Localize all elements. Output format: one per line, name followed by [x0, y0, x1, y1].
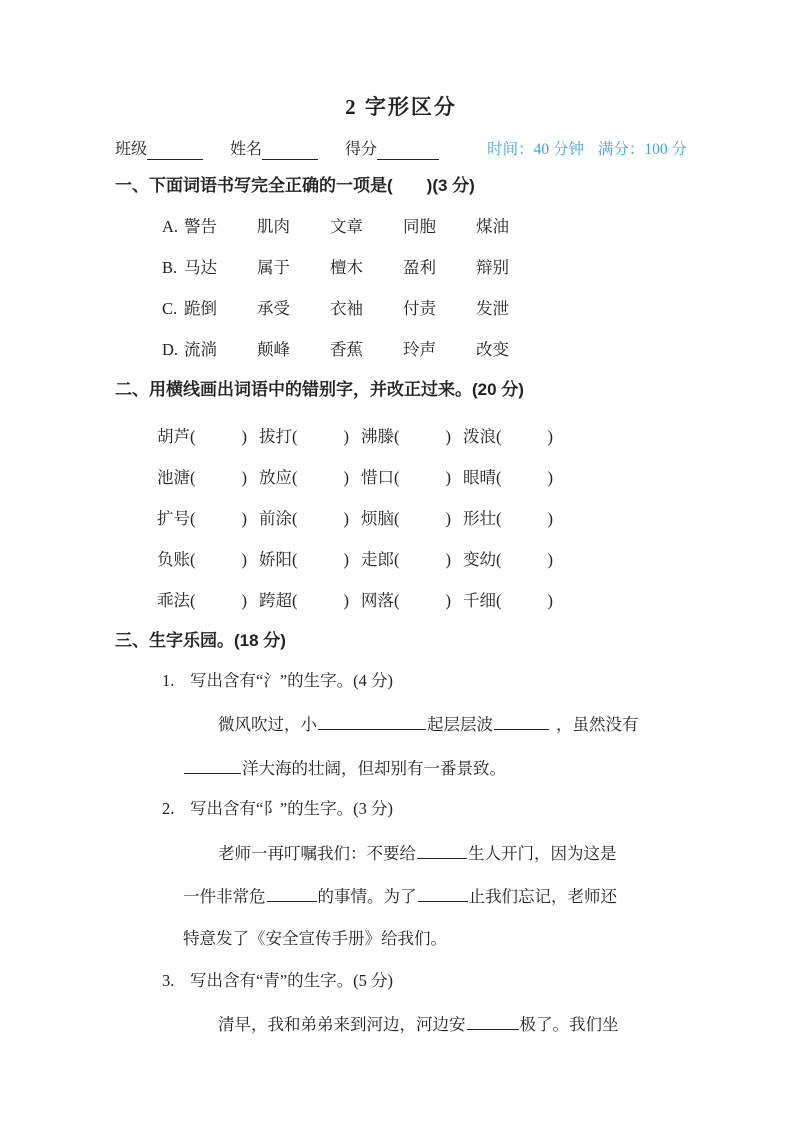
fill-in-blank [418, 885, 468, 902]
paren-open: ( [394, 427, 400, 446]
misspelled-word-cell [157, 468, 247, 488]
subquestion-number: 2. [162, 799, 175, 818]
subquestion-prompt: 写出含有“青”的生字。(5 分) [190, 971, 394, 990]
paren-open: ( [190, 591, 196, 610]
paren-open: ( [496, 468, 502, 487]
time-info: 时间：40 分钟 [487, 141, 584, 158]
misspelled-word: 惜口 [361, 468, 394, 487]
sentence-line [183, 757, 687, 779]
option-word: 文章 [330, 217, 363, 236]
paren-close: ) [343, 550, 349, 569]
correction-row [157, 427, 687, 447]
section3-heading: 三、生字乐园。(18 分) [115, 631, 286, 650]
paren-open: ( [292, 509, 298, 528]
misspelled-word-cell [361, 427, 451, 447]
subquestion-number: 1. [162, 671, 175, 690]
paren-open: ( [292, 427, 298, 446]
option-word: 香蕉 [330, 340, 363, 359]
fill-in-blank [267, 885, 317, 902]
fill-in-blank [184, 757, 241, 774]
class-label: 班级 [115, 141, 148, 158]
subquestion-number: 3. [162, 971, 175, 990]
paren-close: ) [343, 468, 349, 487]
option-label: C. [162, 299, 178, 318]
misspelled-word-cell [361, 509, 451, 529]
misspelled-word: 乖法 [157, 591, 190, 610]
misspelled-word-cell [259, 427, 349, 447]
fill-in-blank [318, 713, 426, 730]
option-row-d [162, 340, 687, 360]
option-word: 辩别 [476, 258, 509, 277]
subquestion-prompt: 写出含有“阝”的生字。(3 分) [190, 799, 394, 818]
misspelled-word-cell [157, 550, 247, 570]
option-word: 属于 [257, 258, 290, 277]
correction-row [157, 468, 687, 488]
misspelled-word-cell [259, 591, 349, 611]
option-word: 颠峰 [257, 340, 290, 359]
misspelled-word-cell [259, 509, 349, 529]
sentence-text: ，虽然没有 [556, 715, 639, 734]
paren-close: ) [343, 509, 349, 528]
sentence-text: 的事情。为了 [317, 887, 417, 906]
sentence-line [183, 929, 687, 949]
misspelled-word: 拔打 [259, 427, 292, 446]
subquestion-3 [162, 971, 687, 991]
sentence-line [183, 713, 687, 735]
sentence-text: 洋大海的壮阔，但却别有一番景致。 [242, 759, 506, 778]
paren-close: ) [241, 468, 247, 487]
paren-open: ( [292, 468, 298, 487]
misspelled-word-cell [259, 468, 349, 488]
option-word: 同胞 [403, 217, 436, 236]
student-info-header [115, 140, 687, 160]
misspelled-word: 娇阳 [259, 550, 292, 569]
fill-in-blank [417, 842, 467, 859]
paren-close: ) [241, 591, 247, 610]
page-title: 2 字形区分 [345, 95, 457, 119]
option-word: 警告 [184, 217, 217, 236]
paren-open: ( [496, 550, 502, 569]
score-blank [377, 143, 439, 160]
option-label: D. [162, 340, 179, 359]
misspelled-word-cell [361, 550, 451, 570]
paren-close: ) [547, 509, 553, 528]
option-word: 檀木 [330, 258, 363, 277]
option-word: 盈利 [403, 258, 436, 277]
option-word: 肌肉 [257, 217, 290, 236]
subquestion-prompt: 写出含有“氵”的生字。(4 分) [190, 671, 394, 690]
paren-open: ( [190, 468, 196, 487]
sentence-text: 老师一再叮嘱我们：不要给 [218, 844, 416, 863]
paren-close: ) [547, 468, 553, 487]
misspelled-word-cell [157, 591, 247, 611]
misspelled-word: 网落 [361, 591, 394, 610]
fill-in-blank [467, 1013, 519, 1030]
sentence-text: 起层层波 [427, 715, 493, 734]
sentence-text: 止我们忘记，老师还 [468, 887, 617, 906]
option-word: 煤油 [476, 217, 509, 236]
subquestion-2 [162, 799, 687, 819]
paren-close: ) [445, 427, 451, 446]
test-meta [487, 140, 687, 160]
misspelled-word-cell [361, 591, 451, 611]
paren-open: ( [496, 427, 502, 446]
misspelled-word: 眼晴 [463, 468, 496, 487]
section2-heading: 二、用横线画出词语中的错别字，并改正过来。(20 分) [115, 380, 524, 399]
correction-row [157, 550, 687, 570]
sentence-text: 特意发了《安全宣传手册》给我们。 [183, 929, 447, 948]
misspelled-word-cell [463, 509, 553, 529]
paren-open: ( [190, 509, 196, 528]
name-label: 姓名 [230, 141, 263, 158]
option-row-b [162, 258, 687, 278]
class-blank [147, 143, 203, 160]
misspelled-word: 胡芦 [157, 427, 190, 446]
misspelled-word: 烦脑 [361, 509, 394, 528]
misspelled-word: 变幼 [463, 550, 496, 569]
name-blank [262, 143, 318, 160]
paren-close: ) [445, 550, 451, 569]
misspelled-word: 扩号 [157, 509, 190, 528]
paren-open: ( [292, 550, 298, 569]
misspelled-word-cell [157, 509, 247, 529]
misspelled-word: 前涂 [259, 509, 292, 528]
misspelled-word-cell [157, 427, 247, 447]
sentence-text: 微风吹过，小 [218, 715, 317, 734]
paren-close: ) [547, 591, 553, 610]
paren-close: ) [445, 509, 451, 528]
sentence-text: 一件非常危 [183, 887, 266, 906]
misspelled-word-cell [361, 468, 451, 488]
option-word: 承受 [257, 299, 290, 318]
option-word: 付责 [403, 299, 436, 318]
paren-open: ( [292, 591, 298, 610]
misspelled-word-cell [463, 468, 553, 488]
option-word: 改变 [476, 340, 509, 359]
score-field [345, 140, 439, 160]
subquestion-1 [162, 671, 687, 691]
sentence-text: 生人开门，因为这是 [468, 844, 617, 863]
score-label: 得分 [345, 141, 378, 158]
paren-close: ) [547, 427, 553, 446]
misspelled-word-cell [463, 427, 553, 447]
paren-close: ) [241, 509, 247, 528]
misspelled-word: 负账 [157, 550, 190, 569]
option-word: 流淌 [184, 340, 217, 359]
correction-row [157, 591, 687, 611]
sentence-line [183, 842, 687, 864]
misspelled-word-cell [259, 550, 349, 570]
paren-close: ) [547, 550, 553, 569]
paren-close: ) [445, 591, 451, 610]
fill-in-blank [494, 713, 549, 730]
option-word: 跪倒 [184, 299, 217, 318]
paren-close: ) [445, 468, 451, 487]
misspelled-word: 形壮 [463, 509, 496, 528]
misspelled-word: 池溏 [157, 468, 190, 487]
paren-close: ) [241, 427, 247, 446]
misspelled-word: 走郎 [361, 550, 394, 569]
sentence-text: 极了。我们坐 [519, 1015, 619, 1034]
correction-row [157, 509, 687, 529]
option-word: 玲声 [403, 340, 436, 359]
paren-close: ) [343, 427, 349, 446]
option-label: A. [162, 217, 179, 236]
name-field [230, 140, 345, 160]
full-score-info: 满分：100 分 [597, 141, 687, 158]
option-word: 发泄 [476, 299, 509, 318]
paren-open: ( [496, 509, 502, 528]
sentence-text: 清早，我和弟弟来到河边，河边安 [218, 1015, 466, 1034]
misspelled-word: 放应 [259, 468, 292, 487]
paren-open: ( [394, 468, 400, 487]
paren-open: ( [394, 591, 400, 610]
paren-open: ( [496, 591, 502, 610]
misspelled-word: 沸滕 [361, 427, 394, 446]
paren-open: ( [190, 550, 196, 569]
sentence-line [183, 885, 687, 907]
option-word: 衣袖 [330, 299, 363, 318]
misspelled-word-cell [463, 550, 553, 570]
option-word: 马达 [184, 258, 217, 277]
paren-close: ) [343, 591, 349, 610]
option-row-c [162, 299, 687, 319]
paren-open: ( [394, 550, 400, 569]
paren-open: ( [190, 427, 196, 446]
misspelled-word: 跨超 [259, 591, 292, 610]
option-label: B. [162, 258, 178, 277]
paren-open: ( [394, 509, 400, 528]
sentence-line [183, 1013, 687, 1035]
class-field [115, 140, 230, 160]
misspelled-word: 泼浪 [463, 427, 496, 446]
paren-close: ) [241, 550, 247, 569]
option-row-a [162, 217, 687, 237]
section1-heading: 一、下面词语书写完全正确的一项是( )(3 分) [115, 176, 475, 195]
misspelled-word-cell [463, 591, 553, 611]
misspelled-word: 千细 [463, 591, 496, 610]
